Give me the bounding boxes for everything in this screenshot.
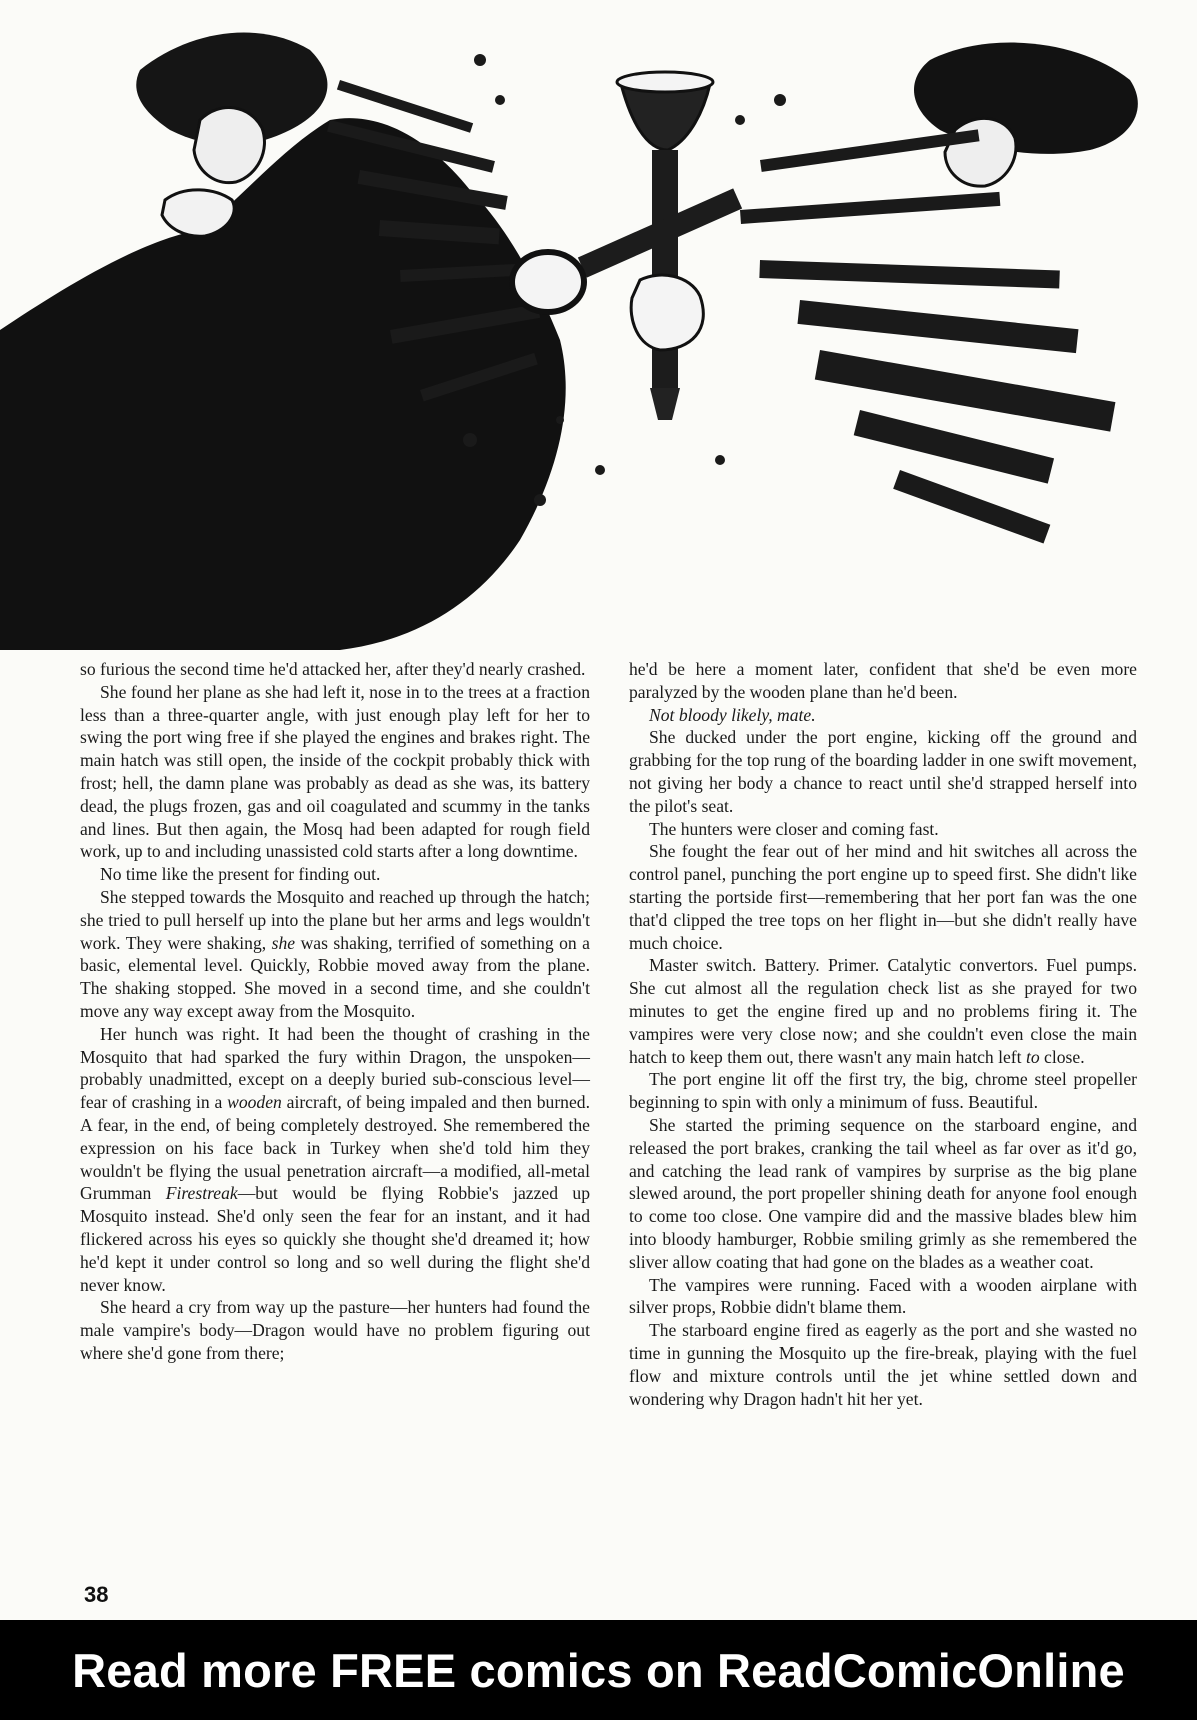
paragraph: The hunters were closer and coming fast. [649, 818, 939, 839]
paragraph: She found her plane as she had left it, nose in to the trees at a fraction less than a three-quarter angle, with just enough play left for her to swing the port wing free if she played the engines and brakes right. The main hatch was still open, the inside of the cockpit probably thick with frost; hell, the damn plane was probably as dead as she was, its battery dead, the plugs frozen, gas and oil coagulated and scummy in the tanks and lines. But then again, the Mosq had been adapted for rough field work, up to and including unassisted cold starts after a long downtime. [80, 681, 590, 862]
paragraph: Master switch. Battery. Primer. Catalytic convertors. Fuel pumps. She cut almost all the regulation check list as she prayed for two minutes to get the engine fired up and no problems firing it. The vampires were very close now; and she couldn't even close the main hatch to keep them out, there wasn't any main hatch left to close. [629, 955, 1137, 1067]
paragraph: She stepped towards the Mosquito and reached up through the hatch; she tried to pull herself up into the plane but her arms and legs wouldn't work. They were shaking, she was shaking, terrified of something on a basic, elemental level. Quickly, Robbie moved away from the plane. The shaking stopped. She moved in a second time, and she couldn't move any way except away from the Mosquito. [80, 886, 590, 1021]
paragraph: She fought the fear out of her mind and hit switches all across the control panel, punching the port engine up to speed first. She didn't like starting the portside first—remembering that her port fan was the one that'd clipped the tree tops on her flight in—but she didn't really have much choice. [629, 841, 1137, 953]
paragraph: so furious the second time he'd attacked her, after they'd nearly crashed. [80, 659, 586, 679]
text-column-left [80, 658, 590, 1365]
paragraph: Not bloody likely, mate. [649, 704, 816, 725]
hand-gripping-candlestick [631, 275, 703, 350]
paragraph: The port engine lit off the first try, the big, chrome steel propeller beginning to spin with only a minimum of fuss. Beautiful. [629, 1069, 1137, 1113]
promo-banner[interactable] [0, 1620, 1197, 1720]
paragraph: The vampires were running. Faced with a wooden airplane with silver props, Robbie didn't blame them. [629, 1274, 1137, 1318]
left-vampire-hand [162, 190, 234, 236]
paragraph: Her hunch was right. It had been the thought of crashing in the Mosquito that had sparked the fury within Dragon, the unspoken—probably unadmitted, except on a deeply buried sub-conscious level—fear of crashing in a wooden aircraft, of being impaled and then burned. A fear, in the end, of being completely destroyed. She remembered the expression on his face back in Turkey when she'd told him they wouldn't be flying the usual penetration aircraft—a modified, all-metal Grumman Firestreak—but would be flying Robbie's jazzed up Mosquito instead. She'd only seen the fear for an instant, and it had flickered across his eyes so quickly she thought she'd dreamed it; how he'd kept it under control so long and so well during the flight she'd never know. [80, 1023, 590, 1295]
paragraph: She heard a cry from way up the pasture—her hunters had found the male vampire's body—Dragon would have no problem figuring out where she'd gone from there; [80, 1297, 590, 1363]
paragraph: No time like the present for finding out. [100, 864, 381, 885]
text-column-right [629, 658, 1137, 1410]
vampire-battle-illustration [0, 0, 1197, 650]
ink-splatter-right [715, 94, 1115, 544]
left-vampire-face [194, 108, 264, 183]
paragraph: She started the priming sequence on the starboard engine, and released the port brakes, cranking the tail wheel as far over as it'd go, and catching the lead rank of vampires by surprise as the big plane slewed around, the port propeller shining death for anyone fool enough to come too close. One vampire did and the massive blades blew him into bloody hamburger, Robbie smiling grimly as she remembered the sliver allow coating that had gone on the blades as a weather coat. [629, 1114, 1137, 1272]
paragraph: The starboard engine fired as eagerly as the port and she wasted no time in gunning the Mosquito up the fire-break, playing with the fuel flow and mixture controls until the jet whine settled down and wondering why Dragon hadn't hit her yet. [629, 1320, 1137, 1409]
paragraph: he'd be here a moment later, confident that she'd be even more paralyzed by the wooden plane than he'd been. [629, 659, 1137, 702]
promo-banner-text: Read more FREE comics on ReadComicOnline [72, 1643, 1125, 1697]
right-vampire-face [945, 118, 1016, 186]
paragraph: She ducked under the port engine, kicking off the ground and grabbing for the top rung of the boarding ladder in one swift movement, not giving her body a chance to react until she'd strapped herself into the pilot's seat. [629, 727, 1137, 816]
page-number: 38 [84, 1582, 109, 1607]
